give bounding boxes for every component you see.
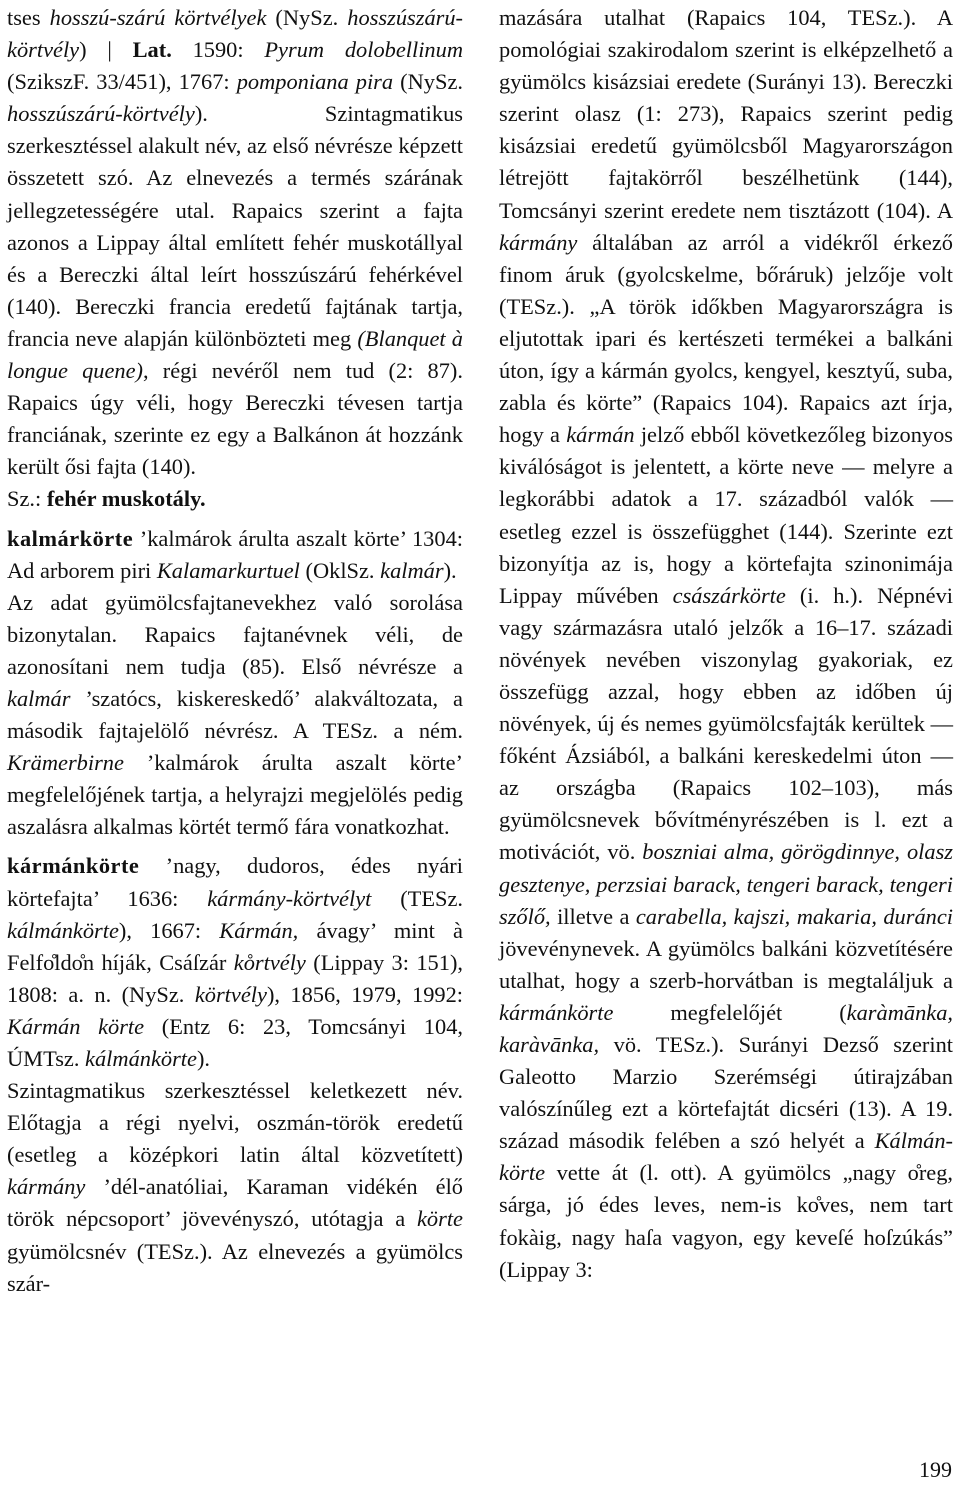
text-run: hosszúszárú-körtvély (7, 101, 195, 127)
text-run: ’dél-anatóliai, Karaman vidékén élő török népcsoport’ jövevényszó, utótagja a (7, 1174, 463, 1232)
text-run: (i. h.). Népnévi vagy származásra utaló jelzők a 16–17. századi növények nevében viszonylag gyakoriak, ez összefügg azzal, hogy ebben az időben új növények, új és nemes gyümölcsfajták kerültek — főként Ázsiából, a balkáni kereskedelmi úton — az országba (Rapaics 102–103), más gyümölcsnevek bővítményrészében is l. ezt a motivációt, vö. (499, 582, 953, 865)
text-run: pomponiana pira (236, 69, 394, 95)
text-run: , régi nevéről nem tud (2: 87). Rapaics úgy véli, hogy Bereczki tévesen tartja franciának, szerinte ez egy a Balkánon át hozzánk került ősi fajta (140). (7, 358, 463, 480)
headword: kármánkörte (7, 853, 140, 879)
text-run: kármánkörte (499, 999, 614, 1025)
text-run: Kálmán-körte (499, 1128, 953, 1186)
text-run: körtvély (194, 981, 267, 1007)
text-run: hosszúszárú-körtvély (7, 5, 464, 63)
text-run: kálmánkörte (7, 917, 119, 943)
paragraph (7, 587, 463, 844)
headword: kalmárkörte (7, 525, 134, 551)
text-run: Lat. (132, 37, 172, 63)
text-run: fehér muskotály. (46, 486, 206, 512)
text-run: (OklSz. (299, 557, 381, 583)
text-run: carabella, kajszi, makaria, duránci (635, 903, 954, 929)
text-run: ), 1667: (118, 917, 220, 943)
text-run: (NySz. (266, 5, 348, 30)
text-run: 1590: (171, 37, 265, 63)
text-run: kalmár (380, 557, 444, 583)
text-run: általában az arról a vidékről érkező finom áruk (gyolcskelme, bőráruk) jelzője volt (TESz.). „A török időkben Magyarországra is eljutottak ipari és kertészeti termékei a balkáni úton, így a kármán gyolcs, kengyel, kesztyű, suba, zabla és körte” (Rapaics 104). Rapaics azt írja, hogy a (499, 229, 953, 448)
text-run: (SzikszF. 33/451), 1767: (7, 69, 237, 95)
text-run: császárkörte (672, 582, 786, 608)
paragraph (499, 2, 953, 1286)
text-run: tses (7, 5, 50, 30)
text-run: Kalamarkurtuel (156, 557, 300, 583)
text-run: illetve a (550, 903, 636, 929)
text-run: Kármán körte (7, 1013, 145, 1039)
text-run: kálmánkörte (85, 1046, 197, 1071)
text-run: ). (443, 557, 457, 583)
text-run: ’nagy, dudoros, édes nyári körtefajta’ 1636: (7, 853, 463, 911)
text-run: vette át (l. ott). A gyümölcs „nagy o̊reg, sárga, jó édes leves, nem-is ko̊ves, nem tart fokàig, nagy haſa vagyon, egy keveſé hoſzúkás” (Lippay 3: (499, 1160, 953, 1282)
paragraph (7, 483, 463, 515)
text-run: kalmár (7, 685, 71, 711)
paragraph (7, 850, 463, 1075)
text-run: ), 1856, 1979, 1992: (266, 981, 464, 1007)
text-run: jelző ebből következőleg bizonyos kiválóságot is jelentett, a körte neve — melyre a legkorábbi adatok a 17. századból valók — esetleg ezzel is összefügghet (144). Szerinte ezt bizonyítja az is, hogy a körtefajta szinonimája Lippay művében (499, 422, 953, 608)
text-run: vö. TESz.). Surányi Dezső szerint Galeotto Marzio Szerémségi útirajzában valószínűleg ezt a körtefajtát dicséri (13). A 19. század második felében a szó helyét a (499, 1032, 953, 1154)
text-run: Krämerbirne (7, 750, 124, 776)
text-run: mazására utalhat (Rapaics 104, TESz.). A pomológiai szakirodalom szerint is elképzelhető a gyümölcs kisázsiai eredete (Surányi 13). Bereczki szerint olasz (1: 273), Rapaics szerint pedig kisázsiai eredetű gyümölcsből Magyarországon létrejött fajtakörről beszélhetünk (144), Tomcsányi szerint eredete nem tisztázott (104). A (499, 5, 953, 223)
text-run: jövevénynevek. A gyümölcs balkáni közvetítésére utalhat, hogy a szerb-horvátban is megtaláljuk a (499, 935, 953, 993)
text-run: kármány (7, 1174, 86, 1200)
text-run: körte (416, 1206, 463, 1232)
text-run: ’szatócs, kiskereskedő’ alakváltozata, a második fajtajelölő névrész. A TESz. a ném. (7, 685, 463, 744)
text-run: ) | (79, 37, 133, 63)
text-run: Szintagmatikus szerkesztéssel keletkezett név. Előtagja a régi nyelvi, oszmán-török eredetű (esetleg a középkori latin által közvetített) (7, 1078, 463, 1168)
text-run: (Lippay 3: 151), 1808: a. n. (NySz. (7, 949, 463, 1007)
text-run: (Entz 6: 23, Tomcsányi 104, ÚMTsz. (7, 1013, 463, 1071)
text-run: karàmānka, karàvānka, (499, 999, 953, 1057)
text-run: (Blanquet à longue quene) (7, 325, 463, 384)
text-run: ko̊rtvély (233, 949, 306, 975)
paragraph (7, 1075, 463, 1300)
text-run: Az adat gyümölcsfajtanevekhez való sorolása bizonytalan. Rapaics fajtanévnek véli, de azonosítani nem tudja (85). Első névrésze a (7, 589, 463, 679)
paragraph (7, 523, 463, 587)
text-run: kármány (499, 229, 578, 255)
text-run: (NySz. (393, 69, 463, 95)
text-run: Sz.: (7, 486, 47, 512)
text-run: Pyrum dolobellinum (264, 37, 463, 63)
text-run: kármány-körtvélyt (207, 885, 372, 911)
paragraph (7, 2, 463, 483)
text-run: gyümölcsnév (TESz.). Az elnevezés a gyümölcs szár- (7, 1238, 463, 1296)
text-run: megfelelőjét ( (613, 999, 847, 1025)
text-run: kármán (566, 422, 635, 448)
text-run: hosszú-szárú körtvélyek (49, 5, 267, 30)
right-column (499, 2, 953, 1286)
text-run: Kármán, (219, 917, 299, 943)
text-run: ’kalmárok árulta aszalt körte’ 1304: Ad arborem piri (7, 525, 463, 583)
page-number: 199 (919, 1457, 952, 1482)
text-run: boszniai alma, görögdinnye, olasz gesztenye, perzsiai barack, tengeri barack, tengeri szőlő, (499, 839, 954, 929)
text-run: ’kalmárok árulta aszalt körte’ megfelelőjének tartja, a helyrajzi megjelölés pedig aszalásra alkalmas körtét termő fára vonatkozhat. (7, 750, 463, 840)
text-run: ). (196, 1046, 211, 1071)
text-run: (TESz. (371, 885, 463, 911)
left-column (7, 2, 463, 1300)
text-run: ávagy’ mint à Felfo̊ldo̊n híják, Csáſzár (7, 917, 463, 975)
text-run: ). Szintagmatikus szerkesztéssel alakult név, az első névrésze képzett összetett szó. Az elnevezés a termés szárának jellegzetességére utal. Rapaics szerint a fajta azonos a Lippay által említett fehér muskotállyal és a Bereczki által leírt hosszúszárú fehérkével (140). Bereczki francia eredetű fajtának tartja, francia neve alapján különbözteti meg (7, 101, 463, 351)
